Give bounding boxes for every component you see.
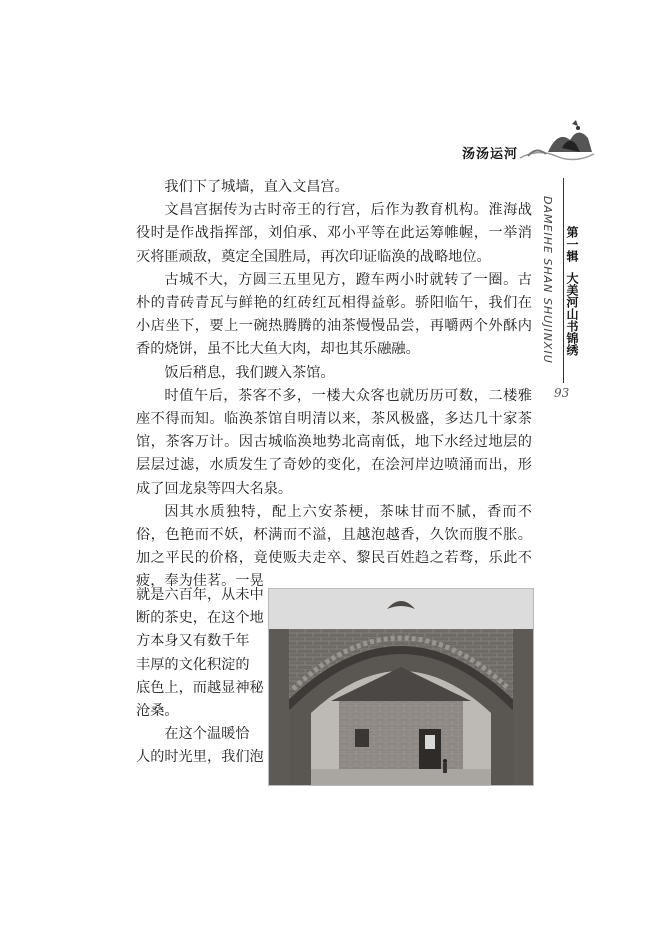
sidebar-pinyin: DAMEIHE SHAN SHUJINXIU: [541, 196, 554, 364]
paragraph: 因其水质独特，配上六安茶梗，茶味甘而不腻，香而不俗，色艳而不妖，杯满而不溢，且越泡越香，久饮而腹不胀。加之平民的价格，竟使贩夫走卒、黎民百姓趋之若骛，乐此不疲，奉为佳茗。一晃: [136, 503, 532, 590]
ink-landscape-decoration: [518, 118, 596, 166]
paragraph: 时值午后，茶客不多，一楼大众客也就历历可数，二楼雅座不得而知。临涣茶馆自明清以来，茶风极盛，多达几十家茶馆，茶客万计。因古城临涣地势北高南低，地下水经过地层的层层过滤，水质发生了奇妙的变化，在浍河岸边喷涌而出，形成了回龙泉等四大名泉。: [136, 387, 532, 497]
courtyard-arch-photo: [268, 588, 534, 786]
sidebar-series: 大美河山书锦绣: [565, 272, 579, 356]
text-line: 人的时光里，我们泡: [136, 749, 264, 766]
text-line: 底色上，而越显神秘: [136, 679, 264, 696]
paragraph: 饭后稍息，我们踱入茶馆。: [164, 364, 335, 381]
sidebar-series-title: [566, 226, 578, 356]
text-line: 就是六百年，从未中: [136, 587, 264, 603]
text-line: 沧桑。: [136, 703, 179, 720]
text-line: 方本身又有数千年: [136, 633, 250, 650]
text-line: 丰厚的文化积淀的: [136, 656, 250, 673]
paragraph: 文昌宫据传为古时帝王的行宫，后作为教育机构。淮海战役时是作战指挥部，刘伯承、邓小平等在此运筹帷幄，一举消灭将匪顽敌，奠定全国胜局，再次印证临涣的战略地位。: [136, 202, 532, 265]
page-number: 93: [554, 386, 570, 400]
running-header-title: 汤汤运河: [462, 147, 519, 162]
body-text: [136, 176, 532, 594]
sidebar-volume: 第一辑: [565, 226, 579, 262]
brick-archway-illustration: [269, 589, 533, 785]
sidebar-vertical-rule: [563, 178, 564, 383]
paragraph: 我们下了城墙，直入文昌宫。: [164, 179, 349, 195]
wrapped-text-column: [136, 584, 272, 770]
text-line: 在这个温暖恰: [164, 726, 250, 743]
text-line: 断的茶史，在这个地: [136, 610, 264, 627]
paragraph: 古城不大，方圆三五里见方，蹬车两小时就转了一圈。古朴的青砖青瓦与鲜艳的红砖红瓦相得益彰。骄阳临午，我们在小店坐下，要上一碗热腾腾的油茶慢慢品尝，再嚼两个外酥内香的烧饼，虽不比大鱼大肉，却也其乐融融。: [136, 271, 532, 358]
